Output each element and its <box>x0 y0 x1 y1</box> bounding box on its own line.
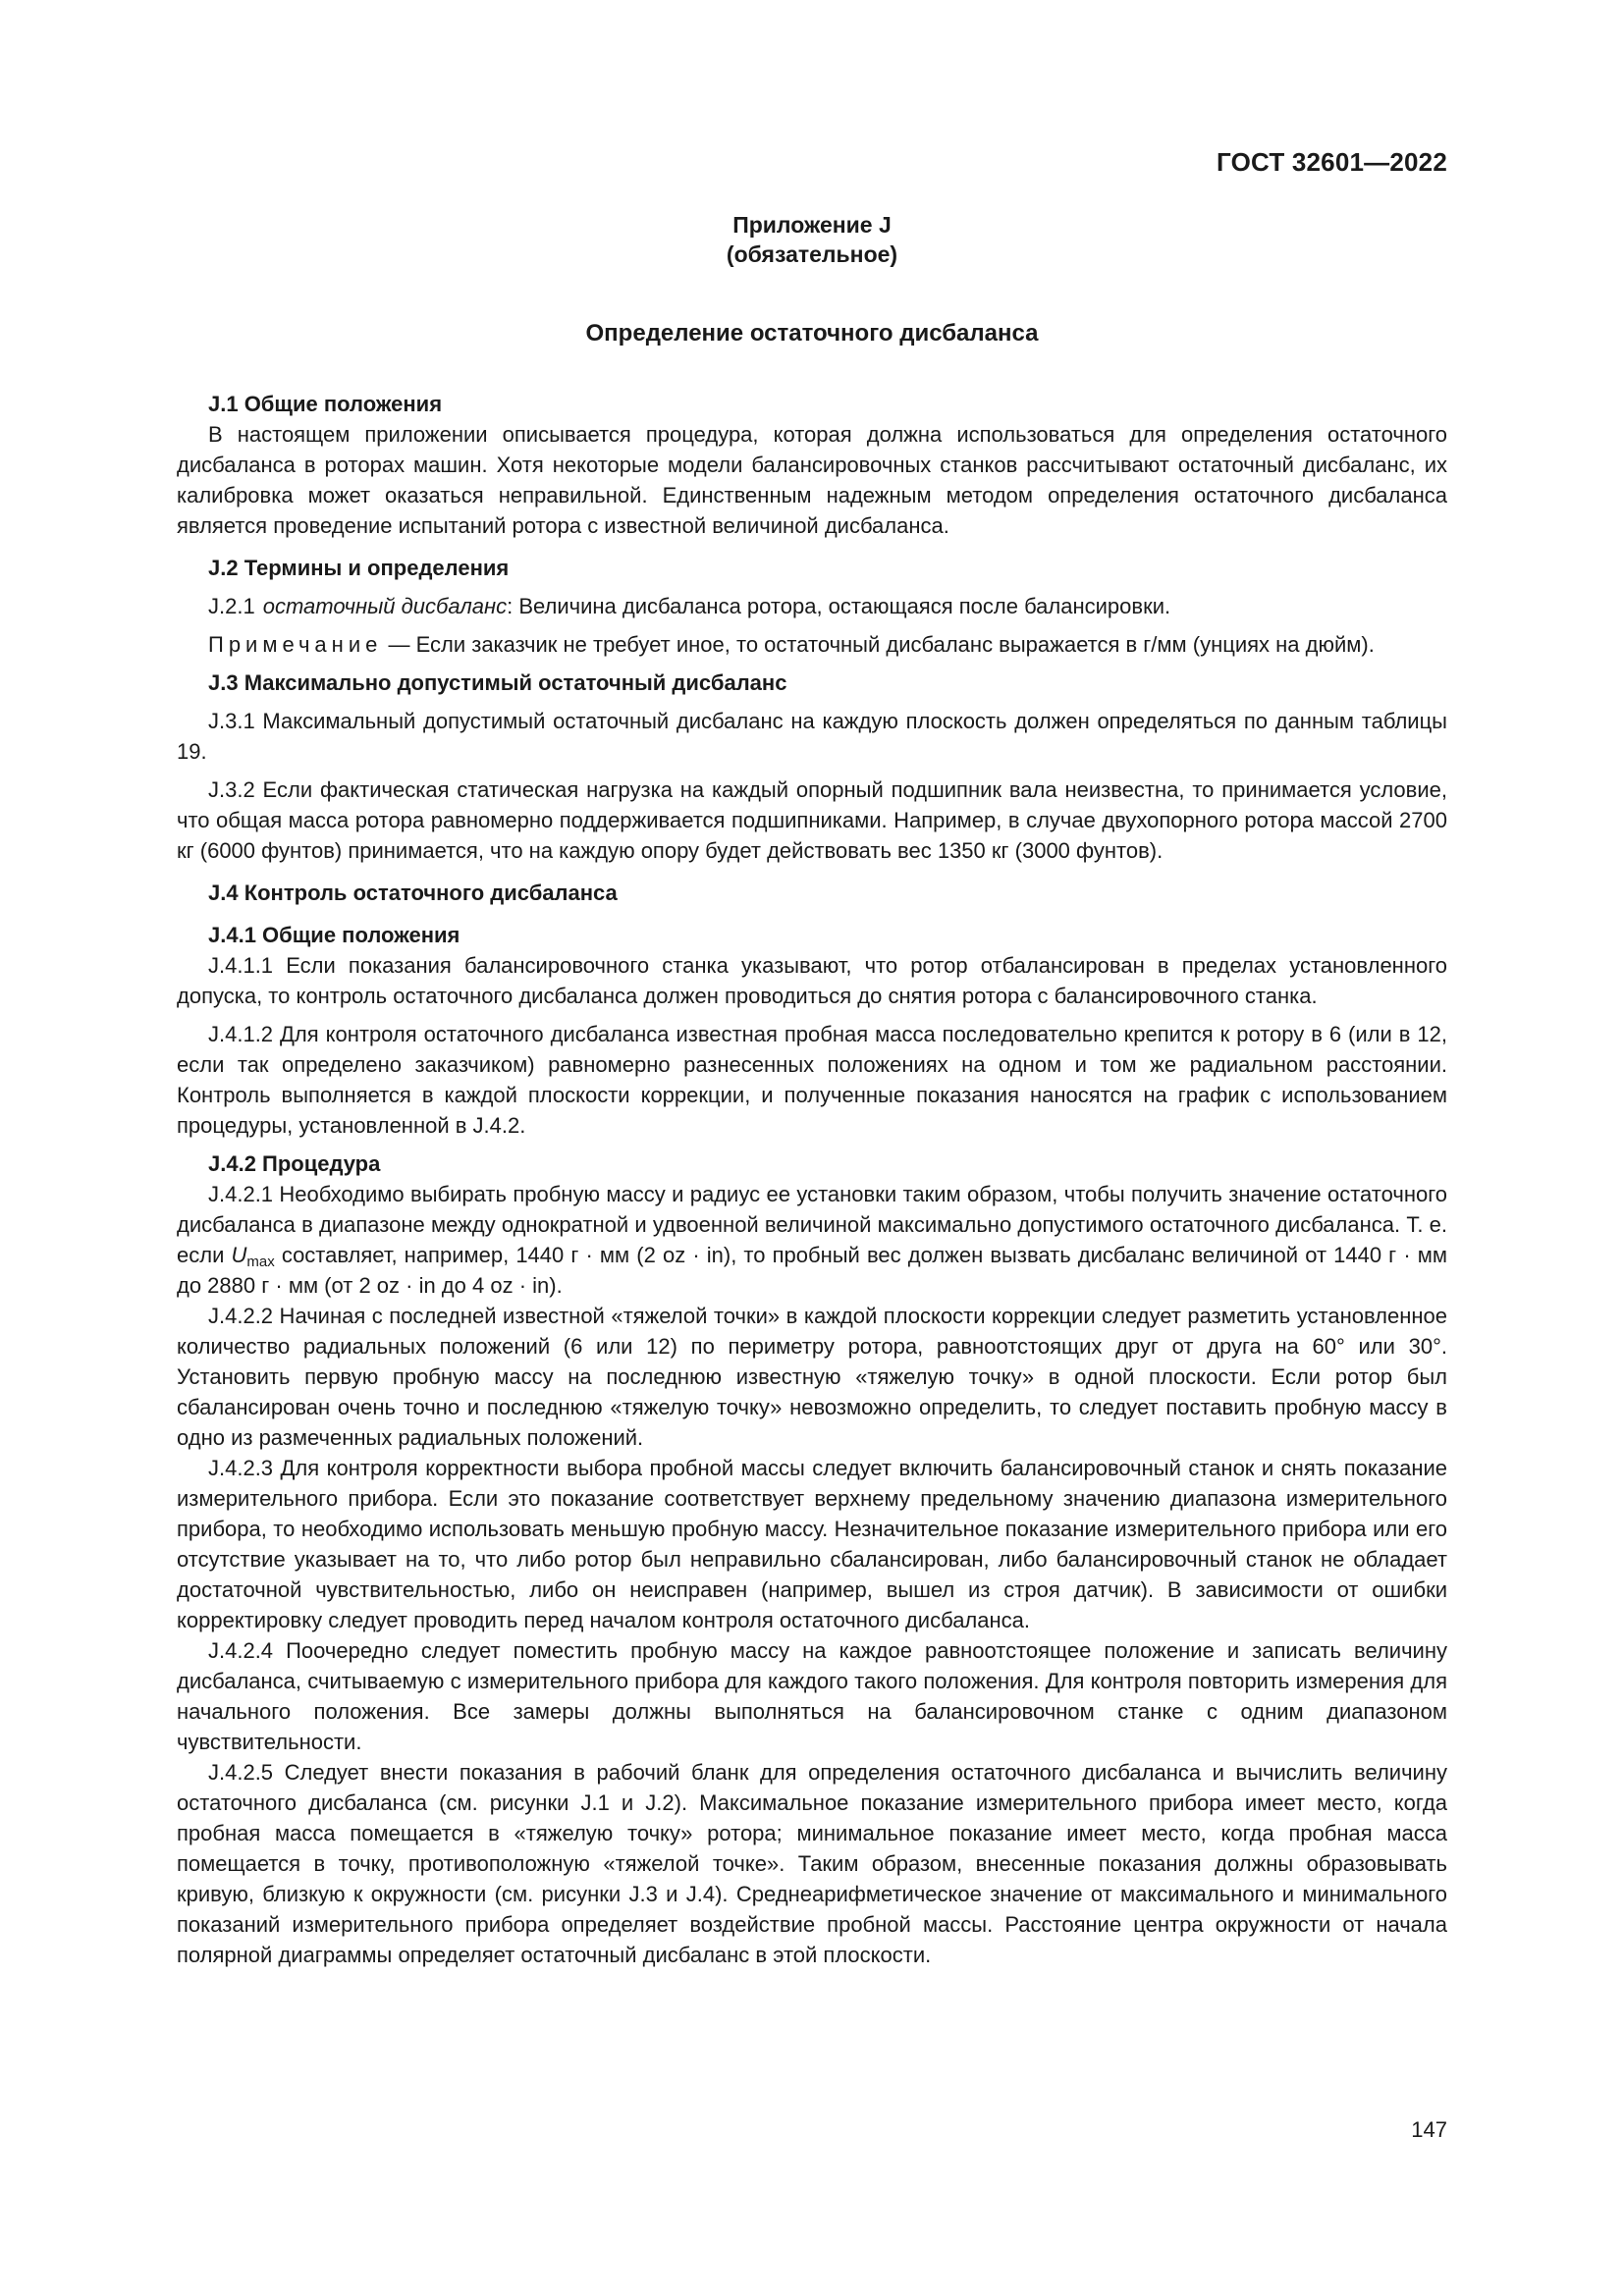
paragraph-j4-2-1 <box>177 1179 1447 1301</box>
text-run: J.4.2.1 Необходимо выбирать пробную массу и радиус ее установки таким образом, чтобы получить значение остаточного дисбаланса в диапазоне между однократной и удвоенной величиной максимально допустимого остаточного дисбаланса. Т. е. если <box>177 1182 1447 1267</box>
section-heading-j1: J.1 Общие положения <box>208 392 443 416</box>
paragraph-j4-1-1: J.4.1.1 Если показания балансировочного станка указывают, что ротор отбалансирован в пределах установленного допуска, то контроль остаточного дисбаланса должен проводиться до снятия ротора с балансировочного станка. <box>177 953 1447 1008</box>
paragraph-j1: В настоящем приложении описывается процедура, которая должна использоваться для определения остаточного дисбаланса в роторах машин. Хотя некоторые модели балансировочных станков рассчитывают остаточный дисбаланс, их калибровка может оказаться неправильной. Единственным надежным методом определения остаточного дисбаланса является проведение испытаний ротора с известной величиной дисбаланса. <box>177 422 1447 538</box>
appendix-status: (обязательное) <box>726 241 898 267</box>
paragraph-j4-2-4: J.4.2.4 Поочередно следует поместить пробную массу на каждое равноотстоящее положение и записать величину дисбаланса, считываемую с измерительного прибора для каждого такого положения. Для контроля повторить измерения для начального положения. Все замеры должны выполняться на балансировочном станке с одним диапазоном чувствительности. <box>177 1638 1447 1754</box>
paragraph-j4-1-2: J.4.1.2 Для контроля остаточного дисбаланса известная пробная масса последовательно крепится к ротору в 6 (или в 12, если так определено заказчиком) равномерно разнесенных положениях на одном и том же радиальном расстоянии. Контроль выполняется в каждой плоскости коррекции, и полученные показания наносятся на график с использованием процедуры, установленной в J.4.2. <box>177 1022 1447 1138</box>
subsection-heading-j4-1: J.4.1 Общие положения <box>208 923 460 947</box>
paragraph-j3-2: J.3.2 Если фактическая статическая нагрузка на каждый опорный подшипник вала неизвестна, то принимается условие, что общая масса ротора равномерно поддерживается подшипниками. Например, в случае двухопорного ротора массой 2700 кг (6000 фунтов) принимается, что на каждую опору будет действовать вес 1350 кг (3000 фунтов). <box>177 777 1447 863</box>
document-body <box>177 389 1447 1970</box>
paragraph-j3-1: J.3.1 Максимальный допустимый остаточный дисбаланс на каждую плоскость должен определяться по данным таблицы 19. <box>177 709 1447 764</box>
appendix-label: Приложение J <box>732 212 892 238</box>
section-heading-j3: J.3 Максимально допустимый остаточный дисбаланс <box>208 670 787 695</box>
paragraph-j2-1 <box>177 591 1447 621</box>
note-text: — Если заказчик не требует иное, то остаточный дисбаланс выражается в г/мм (унциях на дюйм). <box>382 632 1375 657</box>
text-run: составляет, например, 1440 г · мм (2 oz · in), то пробный вес должен вызвать дисбаланс величиной от 1440 г · мм до 2880 г · мм (от 2 oz · in до 4 oz · in). <box>177 1243 1448 1298</box>
page-number: 147 <box>1411 2117 1447 2142</box>
note-label: Примечание <box>208 632 383 657</box>
subsection-heading-j4-2: J.4.2 Процедура <box>208 1151 381 1176</box>
variable-u: U <box>231 1243 247 1267</box>
paragraph-j4-2-2: J.4.2.2 Начиная с последней известной «тяжелой точки» в каждой плоскости коррекции следует разметить установленное количество радиальных положений (6 или 12) по периметру ротора, равноотстоящих друг от друга на 60° или 30°. Установить первую пробную массу на последнюю известную «тяжелую точку» в одной плоскости. Если ротор был сбалансирован очень точно и последнюю «тяжелую точку» невозможно определить, то следует поставить пробную массу в одно из размеченных радиальных положений. <box>177 1304 1447 1450</box>
clause-number: J.2.1 <box>208 594 255 618</box>
term: остаточный дисбаланс <box>262 594 508 618</box>
paragraph-j4-2-5: J.4.2.5 Следует внести показания в рабочий бланк для определения остаточного дисбаланса и вычислить величину остаточного дисбаланса (см. рисунки J.1 и J.2). Максимальное показание измерительного прибора имеет место, когда пробная масса помещается в «тяжелую точку» ротора; минимальное показание имеет место, когда пробная масса помещается в точку, противоположную «тяжелой точке». Таким образом, внесенные показания должны образовывать кривую, близкую к окружности (см. рисунки J.3 и J.4). Среднеарифметическое значение от максимального и минимального показаний измерительного прибора определяет воздействие пробной массы. Расстояние центра окружности от начала полярной диаграммы определяет остаточный дисбаланс в этой плоскости. <box>177 1760 1447 1967</box>
section-heading-j2: J.2 Термины и определения <box>208 556 510 580</box>
section-heading-j4: J.4 Контроль остаточного дисбаланса <box>208 881 618 905</box>
document-code: ГОСТ 32601—2022 <box>1217 147 1447 177</box>
paragraph-j4-2-3: J.4.2.3 Для контроля корректности выбора пробной массы следует включить балансировочный станок и снять показание измерительного прибора. Если это показание соответствует верхнему предельному значению диапазона измерительного прибора, то необходимо использовать меньшую пробную массу. Незначительное показание измерительного прибора или его отсутствие указывает на то, что либо ротор был неправильно сбалансирован, либо балансировочный станок не обладает достаточной чувствительностью, либо он неисправен (например, вышел из строя датчик). В зависимости от ошибки корректировку следует проводить перед началом контроля остаточного дисбаланса. <box>177 1456 1447 1632</box>
subscript-max: max <box>246 1254 275 1270</box>
appendix-title: Определение остаточного дисбаланса <box>585 320 1039 347</box>
term-definition: : Величина дисбаланса ротора, остающаяся после балансировки. <box>507 594 1171 618</box>
note-paragraph <box>177 629 1447 660</box>
